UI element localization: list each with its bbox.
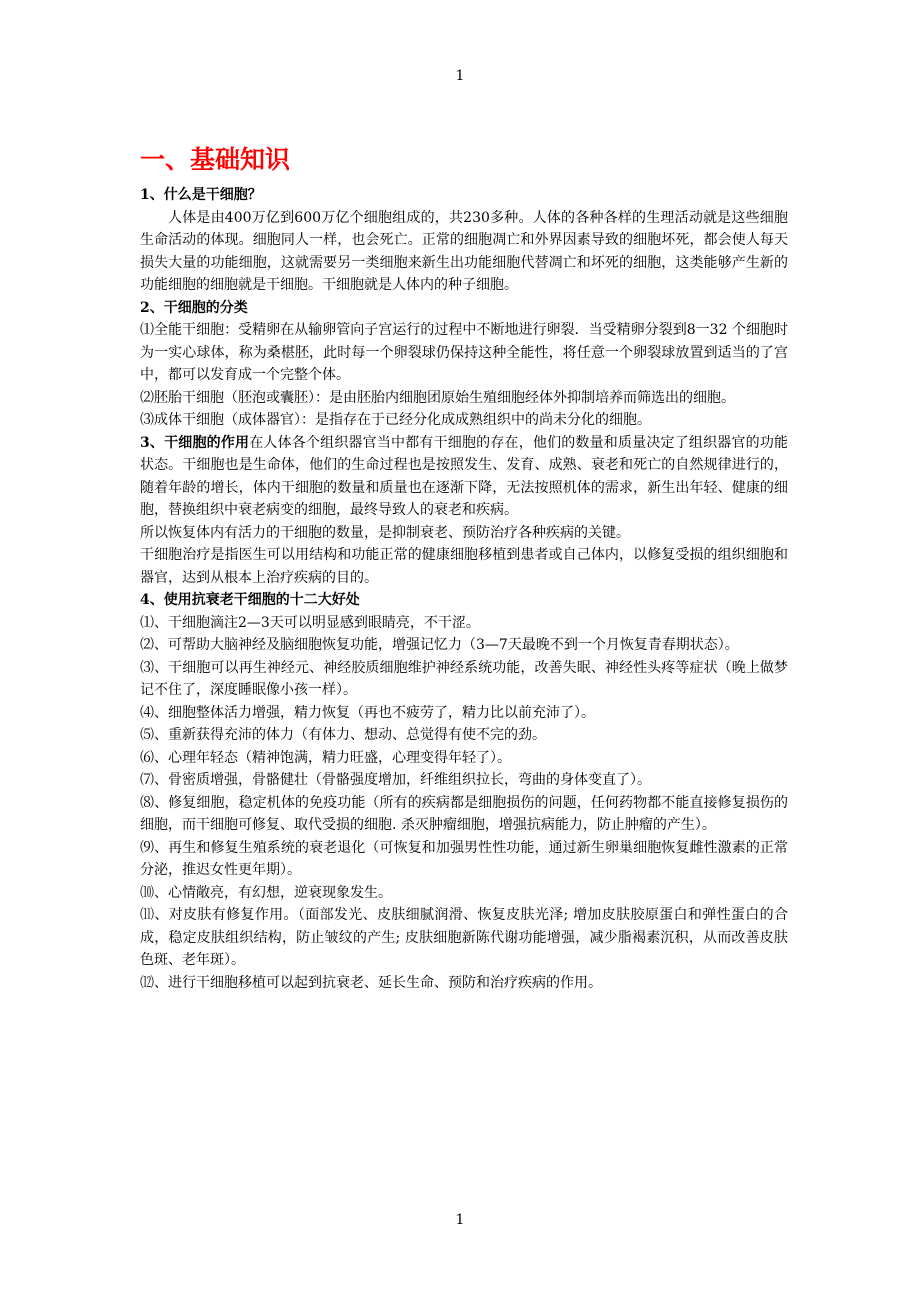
- sec3-para-2: 所以恢复体内有活力的干细胞的数量，是抑制衰老、预防治疗各种疾病的关键。: [140, 524, 630, 541]
- sec3-body-para: [140, 432, 788, 522]
- sec2-item-3: ⑶成体干细胞（成体器官）：是指存在于已经分化成成熟组织中的尚未分化的细胞。: [140, 412, 651, 428]
- sec4-item-12: ⑿、进行干细胞移植可以起到抗衰老、延长生命、预防和治疗疾病的作用。: [140, 974, 602, 991]
- sec3-title: 3、干细胞的作用: [140, 434, 250, 451]
- sec4-item-7: ⑺、骨密质增强，骨骼健壮（骨骼强度增加，纤维组织拉长，弯曲的身体变直了）。: [140, 772, 651, 788]
- sec4-item-3: ⑶、干细胞可以再生神经元、神经胶质细胞维护神经系统功能，改善失眠、神经性头疼等症状（晚上做梦记不住了，深度睡眠像小孩一样）。: [140, 659, 788, 698]
- sec3-para-3: 干细胞治疗是指医生可以用结构和功能正常的健康细胞移植到患者或自己体内，以修复受损的组织细胞和器官，达到从根本上治疗疾病的目的。: [140, 547, 788, 586]
- section-heading: 一、基础知识: [140, 145, 291, 174]
- sec3-body: 在人体各个组织器官当中都有干细胞的存在，他们的数量和质量决定了组织器官的功能状态。干细胞也是生命体，他们的生命过程也是按照发生、发育、成熟、衰老和死亡的自然规律进行的，随着年龄的增长，体内干细胞的数量和质量也在逐渐下降，无法按照机体的需求，新生出年轻、健康的细胞，替换组织中衰老病变的细胞，最终导致人的衰老和疾病。: [140, 434, 788, 518]
- document-body: [140, 140, 788, 994]
- sec4-item-2: ⑵、可帮助大脑神经及脑细胞恢复功能，增强记忆力（3—7天最晚不到一个月恢复青春期状态）。: [140, 637, 739, 653]
- sec2-item-2: ⑵胚胎干细胞（胚泡或囊胚）：是由胚胎内细胞团原始生殖细胞经体外抑制培养而筛选出的细胞。: [140, 389, 735, 406]
- sec4-item-11: ⑾、对皮肤有修复作用。（面部发光、皮肤细腻润滑、恢复皮肤光泽; 增加皮肤胶原蛋白和弹性蛋白的合成，稳定皮肤组织结构，防止皱纹的产生; 皮肤细胞新陈代谢功能增强，减少脂褐素沉积，从而改善皮肤色斑、老年斑）。: [140, 907, 788, 968]
- sec2-title: 2、干细胞的分类: [140, 299, 248, 316]
- sec4-item-1: ⑴、干细胞滴注2—3天可以明显感到眼睛亮，不干涩。: [140, 614, 480, 631]
- sec4-item-8: ⑻、修复细胞，稳定机体的免疫功能（所有的疾病都是细胞损伤的问题，任何药物都不能直接修复损伤的细胞，而干细胞可修复、取代受损的细胞. 杀灭肿瘤细胞，增强抗病能力，防止肿瘤的产生）。: [140, 794, 788, 833]
- sec1-title: 1、什么是干细胞？: [140, 187, 262, 203]
- sec4-item-9: ⑼、再生和修复生殖系统的衰老退化（可恢复和加强男性性功能，通过新生卵巢细胞恢复雌性激素的正常分泌，推迟女性更年期）。: [140, 839, 788, 878]
- sec2-item-1: ⑴全能干细胞：受精卵在从输卵管向子宫运行的过程中不断地进行卵裂．当受精卵分裂到8一32 个细胞时为一实心球体，称为桑椹胚，此时每一个卵裂球仍保持这种全能性，将任意一个卵裂球放置到适当的了宫中，都可以发育成一个完整个体。: [140, 322, 788, 383]
- sec4-item-5: ⑸、重新获得充沛的体力（有体力、想动、总觉得有使不完的劲。: [140, 727, 546, 743]
- sec4-item-6: ⑹、心理年轻态（精神饱满，精力旺盛，心理变得年轻了）。: [140, 749, 511, 766]
- sec4-title: 4、使用抗衰老干细胞的十二大好处: [140, 592, 360, 608]
- sec4-item-4: ⑷、细胞整体活力增强，精力恢复（再也不疲劳了，精力比以前充沛了）。: [140, 704, 595, 721]
- sec1-body: 人体是由400万亿到600万亿个细胞组成的，共230多种。人体的各种各样的生理活动就是这些细胞生命活动的体现。细胞同人一样，也会死亡。正常的细胞凋亡和外界因素导致的细胞坏死，都会使人每天损失大量的功能细胞，这就需要另一类细胞来新生出功能细胞代替凋亡和坏死的细胞，这类能够产生新的功能细胞的细胞就是干细胞。干细胞就是人体内的种子细胞。: [140, 209, 788, 293]
- page-number-bottom: 1: [455, 1212, 465, 1228]
- page-number-top: 1: [455, 68, 465, 84]
- sec4-item-10: ⑽、心情敞亮，有幻想，逆衰现象发生。: [140, 884, 392, 901]
